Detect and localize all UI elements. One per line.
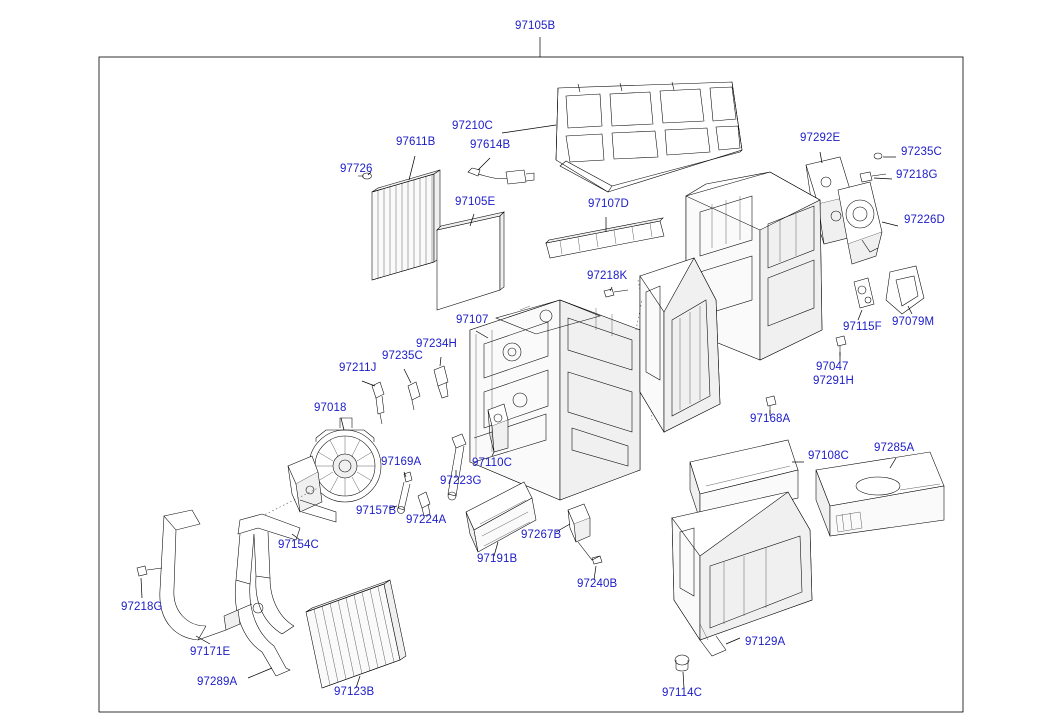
label-97114C: 97114C [662,687,703,699]
label-97211J: 97211J [339,362,377,374]
label-97108C: 97108C [808,450,849,462]
part-97079M [886,266,924,314]
part-97168A [766,396,776,414]
label-97240B: 97240B [577,578,618,590]
part-97614B [468,168,534,184]
label-97191B: 97191B [477,553,518,565]
leader-97210C [502,125,556,133]
leader-97614B [478,158,490,170]
part-97234H [434,366,448,398]
label-97115F: 97115F [843,321,882,333]
leader-97235C-mid [404,369,411,383]
label-97289A: 97289A [197,676,238,688]
leader-97226D [882,222,898,226]
part-97235C-mid [408,382,420,410]
label-97105B: 97105B [515,20,556,32]
label-97157B: 97157B [356,505,397,517]
label-97292E: 97292E [800,132,841,144]
label-97110C: 97110C [472,457,513,469]
label-97611B: 97611B [396,136,436,148]
leader-97234H [440,357,441,366]
label-97105E: 97105E [455,196,496,208]
label-97218G-bot: 97218G [121,601,163,613]
leader-97129A [726,638,740,644]
label-97218G-top: 97218G [896,169,938,181]
part-97129A [672,492,812,656]
leader-97115F [858,310,862,320]
label-97169A: 97169A [381,456,422,468]
leader-97018 [341,418,344,430]
leader-97289A [248,668,272,678]
label-97226D: 97226D [904,214,945,226]
part-97047 [836,336,846,356]
part-97105E [437,212,504,310]
part-97107D [546,218,664,258]
leader-97611B [409,156,415,180]
label-97726: 97726 [340,163,373,175]
label-97285A: 97285A [874,442,915,454]
part-97235C-top [874,153,882,159]
part-97115F [854,278,874,308]
part-97226D [838,182,882,264]
part-97611B [372,170,440,280]
label-97154C: 97154C [278,539,319,551]
label-97123B: 97123B [334,686,375,698]
label-97224A: 97224A [406,514,447,526]
label-97107: 97107 [456,314,489,326]
part-97218K [604,289,628,297]
label-97235C-top: 97235C [901,146,942,158]
label-97267B: 97267B [521,529,562,541]
label-97168A: 97168A [750,413,791,425]
label-97107D: 97107D [588,198,629,210]
label-97291H: 97291H [813,375,854,387]
label-97129A: 97129A [745,636,786,648]
label-97235C-mid: 97235C [382,350,423,362]
label-97018: 97018 [314,402,347,414]
label-97234H: 97234H [416,338,457,350]
label-97223G: 97223G [440,475,482,487]
part-97169A [398,472,413,514]
label-97210C: 97210C [452,120,493,132]
part-97123B [306,580,406,688]
part-97218G-top [860,172,886,182]
label-97218K: 97218K [587,270,628,282]
leader-97211J [362,381,375,386]
part-97267B [568,504,600,560]
part-97114C [675,655,689,671]
part-97224A [418,492,430,516]
label-97171E: 97171E [190,646,231,658]
part-97211J [372,382,384,424]
part-97210C [556,82,742,192]
part-97218G-bot [137,566,162,576]
label-97614B: 97614B [470,139,511,151]
label-97047: 97047 [816,361,849,373]
part-97285A [816,452,944,536]
label-97079M: 97079M [892,316,935,328]
leader-97218G-bot [141,578,142,598]
leader-97218G-top [874,178,892,179]
part-97107 [470,300,640,500]
part-97223G [448,434,466,500]
leader-97114C [683,672,684,688]
